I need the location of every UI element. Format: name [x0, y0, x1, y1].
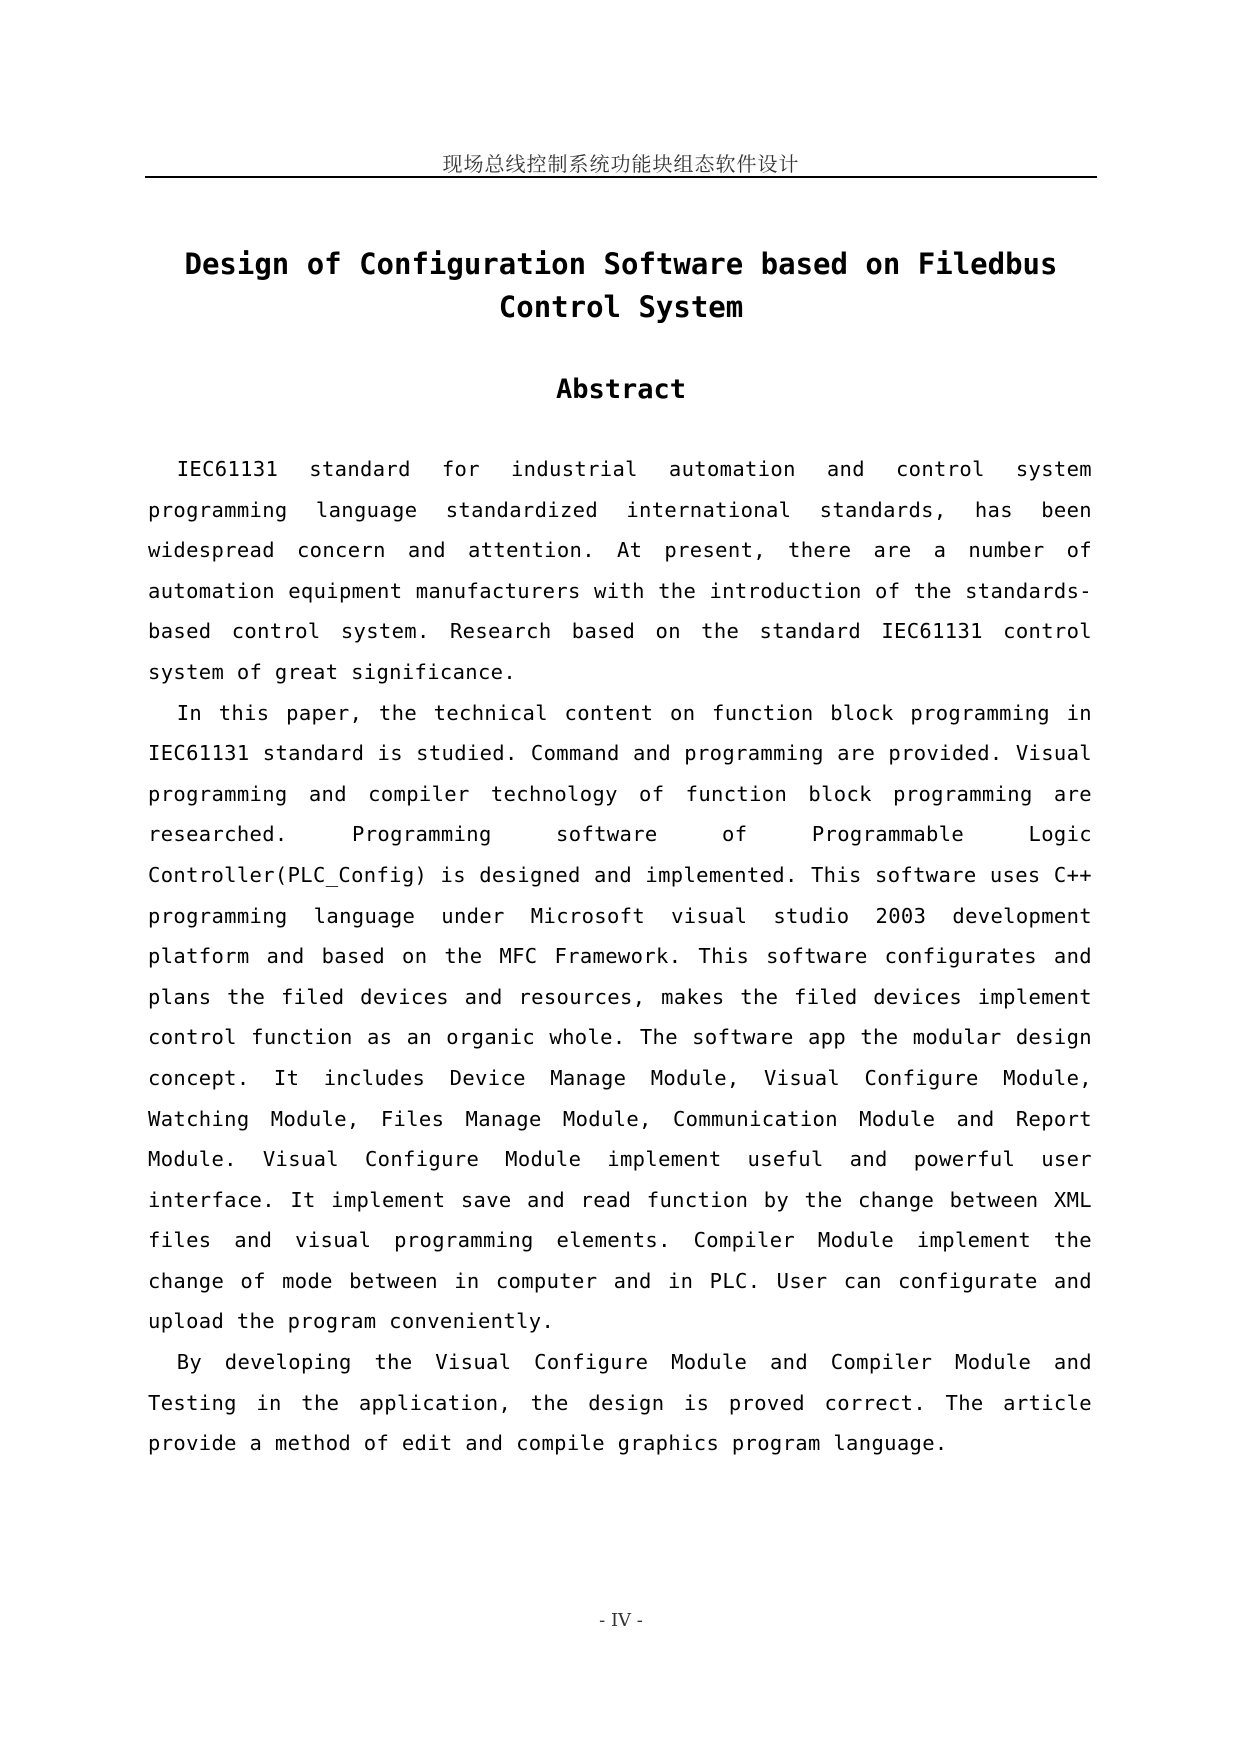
header-divider	[145, 176, 1097, 178]
abstract-paragraph-3: By developing the Visual Configure Module and Compiler Module and Testing in the application, the design is proved correct. The article provide a method of edit and compile graphics program language.	[148, 1350, 1092, 1456]
paper-title: Design of Configuration Software based on Filedbus Control System	[184, 247, 1058, 324]
abstract-paragraph-1: IEC61131 standard for industrial automation and control system programming language standardized international standards, has been widespread concern and attention. At present, there are a number of automation equipment manufacturers with the introduction of the standards-based control system. Research based on the standard IEC61131 control system of great significance.	[148, 457, 1092, 684]
abstract-heading: Abstract	[555, 374, 687, 405]
abstract-paragraph-2: In this paper, the technical content on function block programming in IEC61131 standard is studied. Command and programming are provided. Visual programming and compiler technology of function block programming are researched. Programming software of Programmable Logic Controller(PLC_Config) is designed and implemented. This software uses C++ programming language under Microsoft visual studio 2003 development platform and based on the MFC Framework. This software configurates and plans the filed devices and resources, makes the filed devices implement control function as an organic whole. The software app the modular design concept. It includes Device Manage Module, Visual Configure Module, Watching Module, Files Manage Module, Communication Module and Report Module. Visual Configure Module implement useful and powerful user interface. It implement save and read function by the change between XML files and visual programming elements. Compiler Module implement the change of mode between in computer and in PLC. User can configurate and upload the program conveniently.	[148, 700, 1092, 1334]
running-header: 现场总线控制系统功能块组态软件设计	[442, 152, 800, 176]
page-number: - IV -	[599, 1610, 643, 1631]
abstract-body	[148, 449, 1092, 1464]
